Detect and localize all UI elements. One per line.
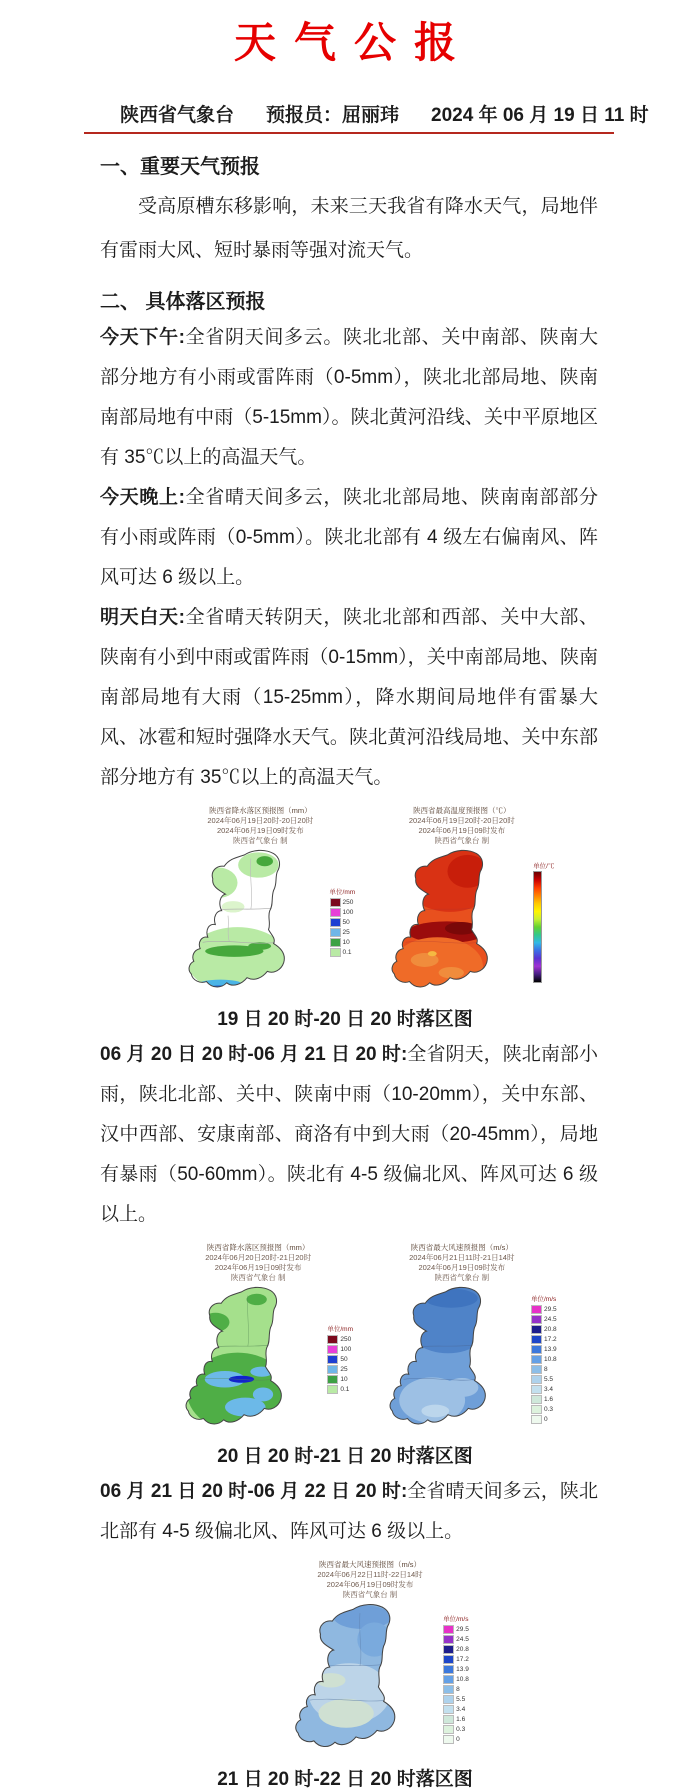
legend-entry bbox=[531, 1404, 557, 1414]
legend-label: 0 bbox=[543, 1415, 548, 1423]
legend-entry bbox=[327, 1354, 353, 1364]
legend-entry bbox=[330, 937, 356, 947]
paragraph-text: 全省阴天间多云。陕北北部、关中南部、陕南大部分地方有小雨或雷阵雨（0-5mm），陕北北部局地、陕南南部局地有中雨（5-15mm）。陕北黄河沿线、关中平原地区有 35℃以上的高温天气。 bbox=[100, 327, 598, 468]
legend-swatch bbox=[443, 1725, 454, 1734]
section-1-heading: 一、重要天气预报 bbox=[100, 156, 260, 178]
issuing-org: 陕西省气象台 bbox=[120, 105, 235, 126]
map-figure-precip-day1 bbox=[166, 806, 356, 998]
legend-label: 25 bbox=[342, 928, 350, 936]
map-title: 陕西省最大风速预报图（m/s） bbox=[318, 1560, 422, 1569]
map-header bbox=[409, 1243, 514, 1283]
legend-swatch bbox=[531, 1325, 542, 1334]
map-issue-time: 2024年06月19日09时发布 bbox=[418, 826, 506, 835]
section-1-body: 受高原槽东移影响，未来三天我省有降水天气，局地伴有雷雨大风、短时暴雨等强对流天气。 bbox=[100, 196, 598, 261]
legend-entry bbox=[531, 1394, 557, 1404]
legend-label: 20.8 bbox=[543, 1325, 557, 1333]
legend-swatch bbox=[531, 1375, 542, 1384]
map-caption-day1: 19 日 20 时-20 日 20 时落区图 bbox=[217, 1009, 473, 1030]
forecast-paragraph bbox=[100, 318, 598, 478]
wind-legend bbox=[531, 1294, 557, 1424]
legend-label: 29.5 bbox=[543, 1305, 557, 1313]
legend-entry bbox=[443, 1664, 469, 1674]
section-2-heading: 二、 具体落区预报 bbox=[100, 291, 266, 313]
shaanxi-wind-map-day3 bbox=[271, 1600, 441, 1758]
shaanxi-temp-map-day1 bbox=[369, 846, 531, 998]
legend-swatch bbox=[443, 1715, 454, 1724]
map-maker: 陕西省气象台 制 bbox=[434, 836, 490, 845]
legend-entry bbox=[443, 1714, 469, 1724]
legend-swatch bbox=[531, 1315, 542, 1324]
legend-swatch bbox=[330, 948, 341, 957]
legend-label: 25 bbox=[340, 1365, 348, 1373]
paragraph-text: 全省晴天间多云，陕北北部局地、陕南南部部分有小雨或阵雨（0-5mm）。陕北北部有 4 级左右偏南风、阵风可达 6 级以上。 bbox=[100, 487, 598, 588]
precip-legend bbox=[330, 887, 356, 957]
legend-label: 13.9 bbox=[456, 1665, 469, 1673]
shaanxi-precip-map-day1 bbox=[166, 846, 328, 998]
map-title: 陕西省降水落区预报图（mm） bbox=[206, 1243, 310, 1252]
map-figure-wind-day3 bbox=[271, 1560, 469, 1758]
map-maker: 陕西省气象台 制 bbox=[342, 1590, 398, 1599]
legend-label: 0.3 bbox=[456, 1725, 466, 1733]
legend-swatch bbox=[327, 1345, 338, 1354]
legend-swatch bbox=[443, 1695, 454, 1704]
legend-entry bbox=[531, 1304, 557, 1314]
legend-swatch bbox=[327, 1335, 338, 1344]
legend-swatch bbox=[531, 1395, 542, 1404]
legend-entry bbox=[531, 1344, 557, 1354]
legend-entry bbox=[531, 1414, 557, 1424]
map-issue-time: 2024年06月19日09时发布 bbox=[214, 1263, 302, 1272]
legend-swatch bbox=[330, 898, 341, 907]
legend-title: 单位/m/s bbox=[443, 1616, 469, 1623]
paragraph-text: 全省晴天间多云，陕北北部有 4-5 级偏北风、阵风可达 6 级以上。 bbox=[100, 1481, 598, 1542]
legend-entry bbox=[330, 917, 356, 927]
legend-swatch bbox=[443, 1675, 454, 1684]
paragraph-text: 全省阴天，陕北南部小雨，陕北北部、关中、陕南中雨（10-20mm），关中东部、汉中西部、安康南部、商洛有中到大雨（20-45mm），局地有暴雨（50-60mm）。陕北有 4-5 级偏北风、阵风可达 6 级以上。 bbox=[100, 1044, 598, 1225]
shaanxi-wind-map-day2 bbox=[367, 1283, 529, 1435]
legend-label: 17.2 bbox=[543, 1335, 557, 1343]
map-valid-time: 2024年06月19日20时-20日20时 bbox=[408, 816, 515, 825]
wind-legend bbox=[443, 1614, 469, 1744]
legend-label: 0.1 bbox=[340, 1385, 350, 1393]
legend-swatch bbox=[443, 1705, 454, 1714]
page-title: 天气公报 bbox=[233, 19, 474, 66]
legend-title: 单位/mm bbox=[327, 1326, 353, 1333]
legend-label: 8 bbox=[543, 1365, 548, 1373]
legend-entry bbox=[443, 1644, 469, 1654]
legend-entry bbox=[330, 907, 356, 917]
legend-swatch bbox=[330, 928, 341, 937]
legend-entry bbox=[327, 1344, 353, 1354]
map-caption-day3: 21 日 20 时-22 日 20 时落区图 bbox=[217, 1769, 473, 1790]
forecast-paragraph bbox=[100, 1472, 598, 1552]
temp-legend bbox=[533, 861, 554, 983]
map-header bbox=[409, 806, 515, 846]
legend-entry bbox=[327, 1374, 353, 1384]
paragraph-lead: 今天晚上: bbox=[100, 487, 185, 508]
forecast-paragraph bbox=[100, 478, 598, 598]
legend-label: 5.5 bbox=[543, 1375, 554, 1383]
legend-entry bbox=[531, 1314, 557, 1324]
legend-entry bbox=[330, 947, 356, 957]
legend-label: 24.5 bbox=[456, 1635, 469, 1643]
legend-swatch bbox=[330, 918, 341, 927]
legend-swatch bbox=[531, 1365, 542, 1374]
map-pair-day2 bbox=[30, 1243, 690, 1435]
legend-label: 100 bbox=[340, 1345, 352, 1353]
legend-swatch bbox=[531, 1345, 542, 1354]
legend-entry bbox=[531, 1354, 557, 1364]
legend-entry bbox=[443, 1704, 469, 1714]
legend-title: 单位/m/s bbox=[530, 1296, 557, 1303]
legend-label: 1.6 bbox=[456, 1715, 466, 1723]
legend-title: 单位/mm bbox=[329, 889, 356, 896]
forecaster-name: 预报员：屈丽玮 bbox=[266, 105, 400, 126]
map-title: 陕西省最高温度预报图（℃） bbox=[413, 806, 511, 815]
map-title: 陕西省降水落区预报图（mm） bbox=[209, 806, 312, 815]
legend-entry bbox=[443, 1724, 469, 1734]
legend-swatch bbox=[531, 1305, 542, 1314]
legend-gradient-bar bbox=[533, 871, 542, 983]
legend-swatch bbox=[531, 1385, 542, 1394]
bulletin-subtitle bbox=[84, 100, 649, 134]
legend-swatch bbox=[443, 1655, 454, 1664]
map-figure-wind-day2 bbox=[367, 1243, 557, 1435]
legend-entry bbox=[327, 1334, 353, 1344]
legend-entry bbox=[443, 1734, 469, 1744]
legend-label: 13.9 bbox=[543, 1345, 557, 1353]
legend-entry bbox=[330, 897, 356, 907]
forecast-paragraph bbox=[100, 598, 598, 798]
legend-entry bbox=[531, 1324, 557, 1334]
legend-label: 24.5 bbox=[543, 1315, 557, 1323]
legend-label: 10.8 bbox=[543, 1355, 557, 1363]
legend-swatch bbox=[531, 1415, 542, 1424]
map-valid-time: 2024年06月22日11时-22日14时 bbox=[317, 1570, 423, 1579]
paragraph-lead: 明天白天: bbox=[100, 607, 185, 628]
map-title: 陕西省最大风速预报图（m/s） bbox=[410, 1243, 513, 1252]
map-pair-day1 bbox=[30, 806, 690, 998]
map-maker: 陕西省气象台 制 bbox=[233, 836, 288, 845]
legend-label: 17.2 bbox=[456, 1655, 469, 1663]
legend-swatch bbox=[443, 1625, 454, 1634]
legend-swatch bbox=[330, 938, 341, 947]
legend-label: 0.3 bbox=[543, 1405, 554, 1413]
forecast-paragraph bbox=[100, 1035, 598, 1235]
legend-label: 10 bbox=[340, 1375, 348, 1383]
legend-label: 8 bbox=[456, 1685, 460, 1693]
map-valid-time: 2024年06月20日20时-21日20时 bbox=[205, 1253, 312, 1262]
legend-label: 20.8 bbox=[456, 1645, 469, 1653]
legend-label: 50 bbox=[340, 1355, 348, 1363]
legend-entry bbox=[327, 1384, 353, 1394]
legend-entry bbox=[531, 1374, 557, 1384]
map-issue-time: 2024年06月19日09时发布 bbox=[418, 1263, 506, 1272]
legend-label: 3.4 bbox=[456, 1705, 466, 1713]
legend-swatch bbox=[443, 1645, 454, 1654]
legend-entry bbox=[443, 1684, 469, 1694]
map-figure-temp-day1 bbox=[369, 806, 554, 998]
legend-swatch bbox=[531, 1335, 542, 1344]
legend-swatch bbox=[443, 1685, 454, 1694]
legend-title: 单位/℃ bbox=[533, 863, 555, 870]
legend-entry bbox=[443, 1634, 469, 1644]
paragraph-lead: 今天下午: bbox=[100, 327, 185, 348]
map-header bbox=[205, 1243, 311, 1283]
legend-entry bbox=[531, 1384, 557, 1394]
legend-label: 100 bbox=[342, 908, 354, 916]
map-issue-time: 2024年06月19日09时发布 bbox=[326, 1580, 414, 1589]
legend-entry bbox=[443, 1624, 469, 1634]
paragraph-lead: 06 月 21 日 20 时-06 月 22 日 20 时: bbox=[100, 1481, 408, 1502]
legend-swatch bbox=[327, 1385, 338, 1394]
issue-datetime: 2024 年 06 月 19 日 11 时 bbox=[431, 105, 649, 126]
legend-swatch bbox=[327, 1375, 338, 1384]
legend-swatch bbox=[531, 1405, 542, 1414]
map-valid-time: 2024年06月21日11时-21日14时 bbox=[409, 1253, 515, 1262]
legend-label: 0 bbox=[456, 1735, 460, 1743]
legend-entry bbox=[443, 1674, 469, 1684]
legend-swatch bbox=[330, 908, 341, 917]
legend-entry bbox=[443, 1694, 469, 1704]
paragraph-text: 全省晴天转阴天，陕北北部和西部、关中大部、陕南有小到中雨或雷阵雨（0-15mm），关中南部局地、陕南南部局地有大雨（15-25mm），降水期间局地伴有雷暴大风、冰雹和短时强降水天气。陕北黄河沿线局地、关中东部部分地方有 35℃以上的高温天气。 bbox=[100, 607, 598, 788]
legend-entry bbox=[443, 1654, 469, 1664]
legend-label: 0.1 bbox=[342, 948, 352, 956]
legend-label: 1.6 bbox=[543, 1395, 554, 1403]
legend-swatch bbox=[327, 1365, 338, 1374]
legend-label: 250 bbox=[342, 898, 354, 906]
legend-entry bbox=[330, 927, 356, 937]
legend-swatch bbox=[443, 1735, 454, 1744]
legend-entry bbox=[327, 1364, 353, 1374]
map-issue-time: 2024年06月19日09时发布 bbox=[216, 826, 304, 835]
map-valid-time: 2024年06月19日20时-20日20时 bbox=[207, 816, 314, 825]
legend-label: 10.8 bbox=[456, 1675, 469, 1683]
map-header bbox=[317, 1560, 422, 1600]
legend-swatch bbox=[443, 1665, 454, 1674]
legend-label: 250 bbox=[340, 1335, 352, 1343]
map-figure-precip-day2 bbox=[163, 1243, 353, 1435]
paragraph-lead: 06 月 20 日 20 时-06 月 21 日 20 时: bbox=[100, 1044, 408, 1065]
map-header bbox=[207, 806, 313, 846]
map-maker: 陕西省气象台 制 bbox=[434, 1273, 490, 1282]
legend-label: 5.5 bbox=[456, 1695, 466, 1703]
legend-label: 10 bbox=[342, 938, 350, 946]
legend-swatch bbox=[327, 1355, 338, 1364]
legend-swatch bbox=[443, 1635, 454, 1644]
legend-label: 29.5 bbox=[456, 1625, 469, 1633]
precip-legend bbox=[327, 1324, 353, 1394]
map-maker: 陕西省气象台 制 bbox=[230, 1273, 286, 1282]
shaanxi-precip-map-day2 bbox=[163, 1283, 325, 1435]
legend-label: 3.4 bbox=[543, 1385, 554, 1393]
legend-swatch bbox=[531, 1355, 542, 1364]
legend-label: 50 bbox=[342, 918, 350, 926]
legend-entry bbox=[531, 1364, 557, 1374]
map-single-day3 bbox=[50, 1560, 690, 1758]
map-caption-day2: 20 日 20 时-21 日 20 时落区图 bbox=[217, 1446, 473, 1467]
legend-entry bbox=[531, 1334, 557, 1344]
